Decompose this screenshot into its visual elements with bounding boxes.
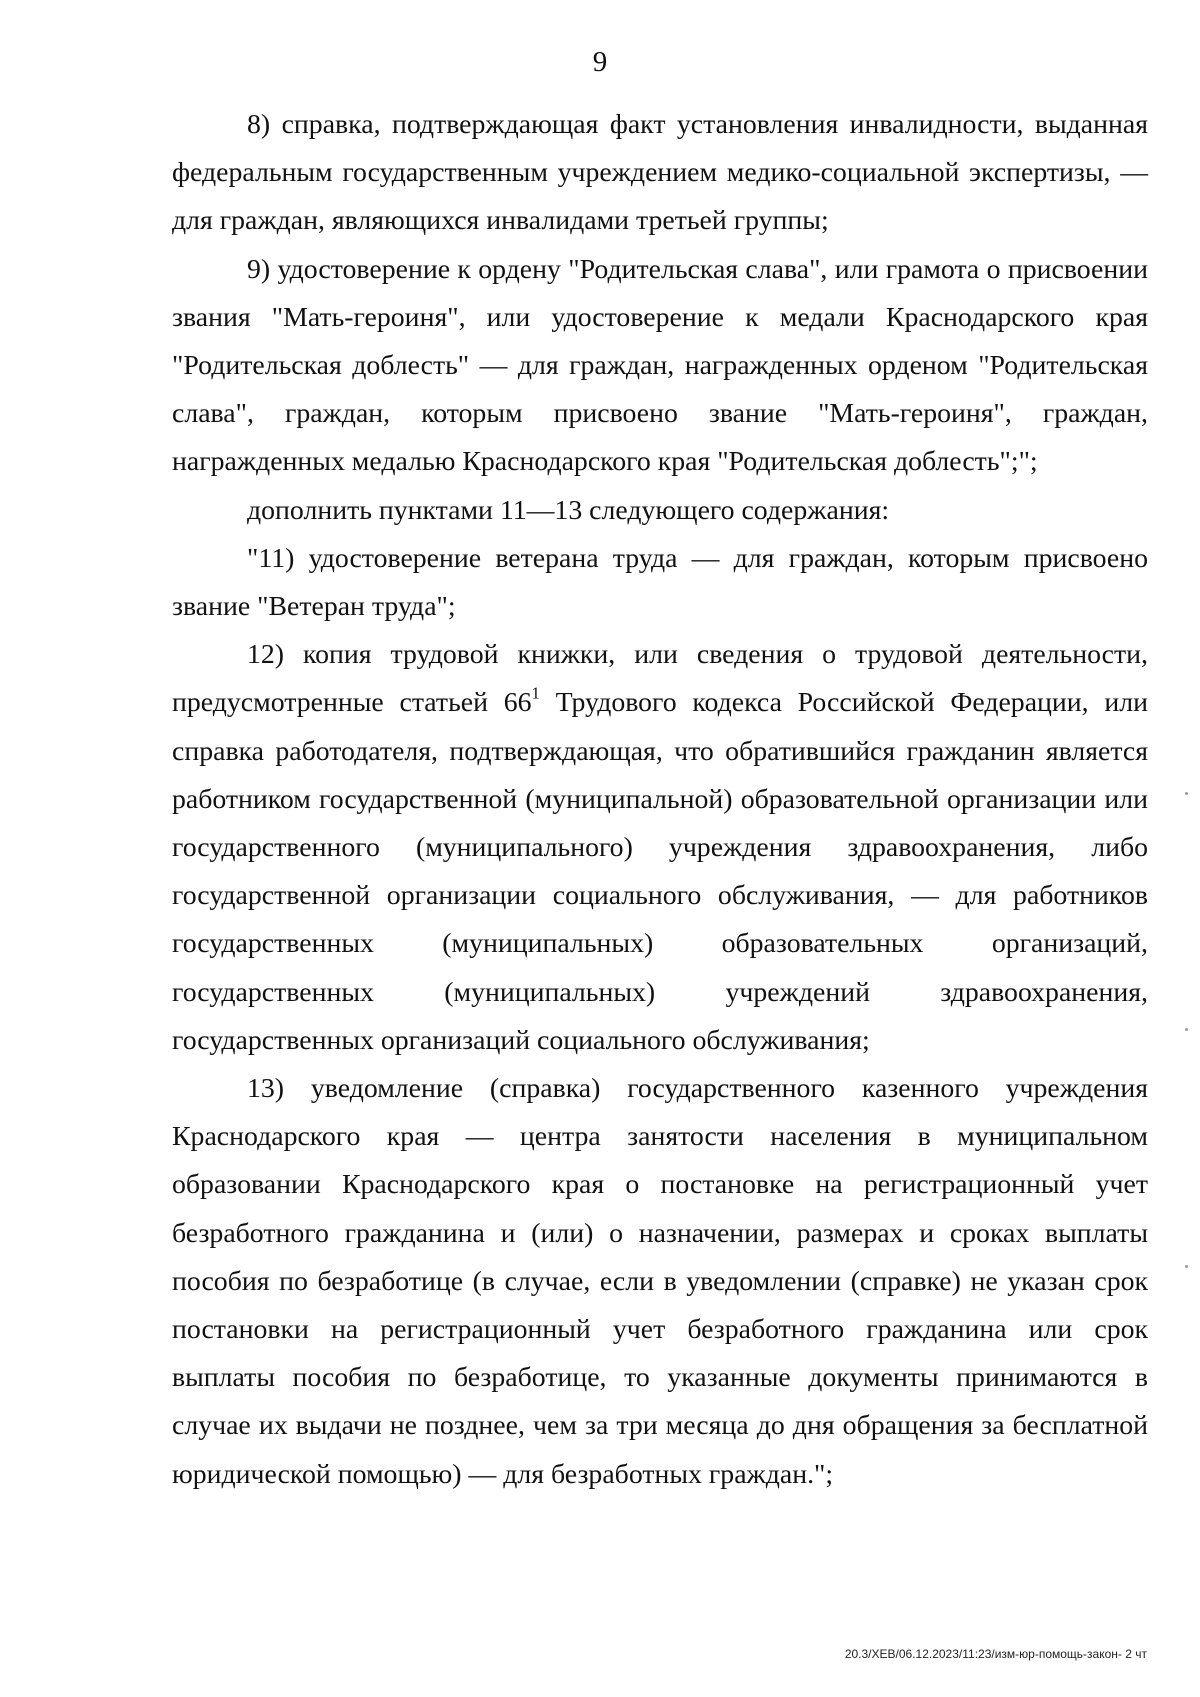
scan-mark bbox=[1185, 792, 1188, 795]
page-number: 9 bbox=[592, 46, 608, 78]
paragraph-item-12 bbox=[172, 631, 1148, 1065]
paragraph-item-13: 13) уведомление (справка) государственного казенного учреждения Краснодарского края — центра занятости населения в муниципальном образовании Краснодарского края о постановке на регистрационный учет безработного гражданина и (или) о назначении, размерах и сроках выплаты пособия по безработице (в случае, если в уведомлении (справке) не указан срок постановки на регистрационный учет безработного гражданина или срок выплаты пособия по безработице, то указанные документы принимаются в случае их выдачи не позднее, чем за три месяца до дня обращения за бесплатной юридической помощью) — для безработных граждан."; bbox=[172, 1073, 1148, 1490]
footer-document-code: 20.3/ХЕВ/06.12.2023/11:23/изм-юр-помощь-закон- 2 чт bbox=[844, 1647, 1147, 1661]
scan-mark bbox=[1185, 1028, 1188, 1031]
article-superscript: 1 bbox=[531, 683, 540, 703]
scan-mark bbox=[1185, 1265, 1188, 1268]
paragraph-item-12-text-start: 12) копия трудовой книжки, или сведения о трудовой деятельности, предусмотренные статьей 66 bbox=[172, 639, 1148, 719]
paragraph-item-9: 9) удостоверение к ордену "Родительская слава", или грамота о присвоении звания "Мать-героиня", или удостоверение к медали Краснодарского края "Родительская доблесть" — для граждан, награжденных орденом "Родительская слава", граждан, которым присвоено звание "Мать-героиня", граждан, награжденных медалью Краснодарского края "Родительская доблесть";"; bbox=[172, 253, 1148, 478]
paragraph-item-11: "11) удостоверение ветерана труда — для граждан, которым присвоено звание "Ветеран труда"; bbox=[172, 542, 1148, 623]
document-body bbox=[172, 101, 1148, 1499]
paragraph-amendment-intro: дополнить пунктами 11—13 следующего содержания: bbox=[247, 494, 890, 526]
paragraph-item-8: 8) справка, подтверждающая факт установления инвалидности, выданная федеральным государственным учреждением медико-социальной экспертизы, — для граждан, являющихся инвалидами третьей группы; bbox=[172, 109, 1148, 237]
paragraph-item-12-text-end: Трудового кодекса Российской Федерации, или справка работодателя, подтверждающая, что обратившийся гражданин является работником государственной (муниципальной) образовательной организации или государственного (муниципального) учреждения здравоохранения, либо государственной организации социального обслуживания, — для работников государственных (муниципальных) образовательных организаций, государственных (муниципальных) учреждений здравоохранения, государственных организаций социального обслуживания; bbox=[172, 687, 1148, 1056]
